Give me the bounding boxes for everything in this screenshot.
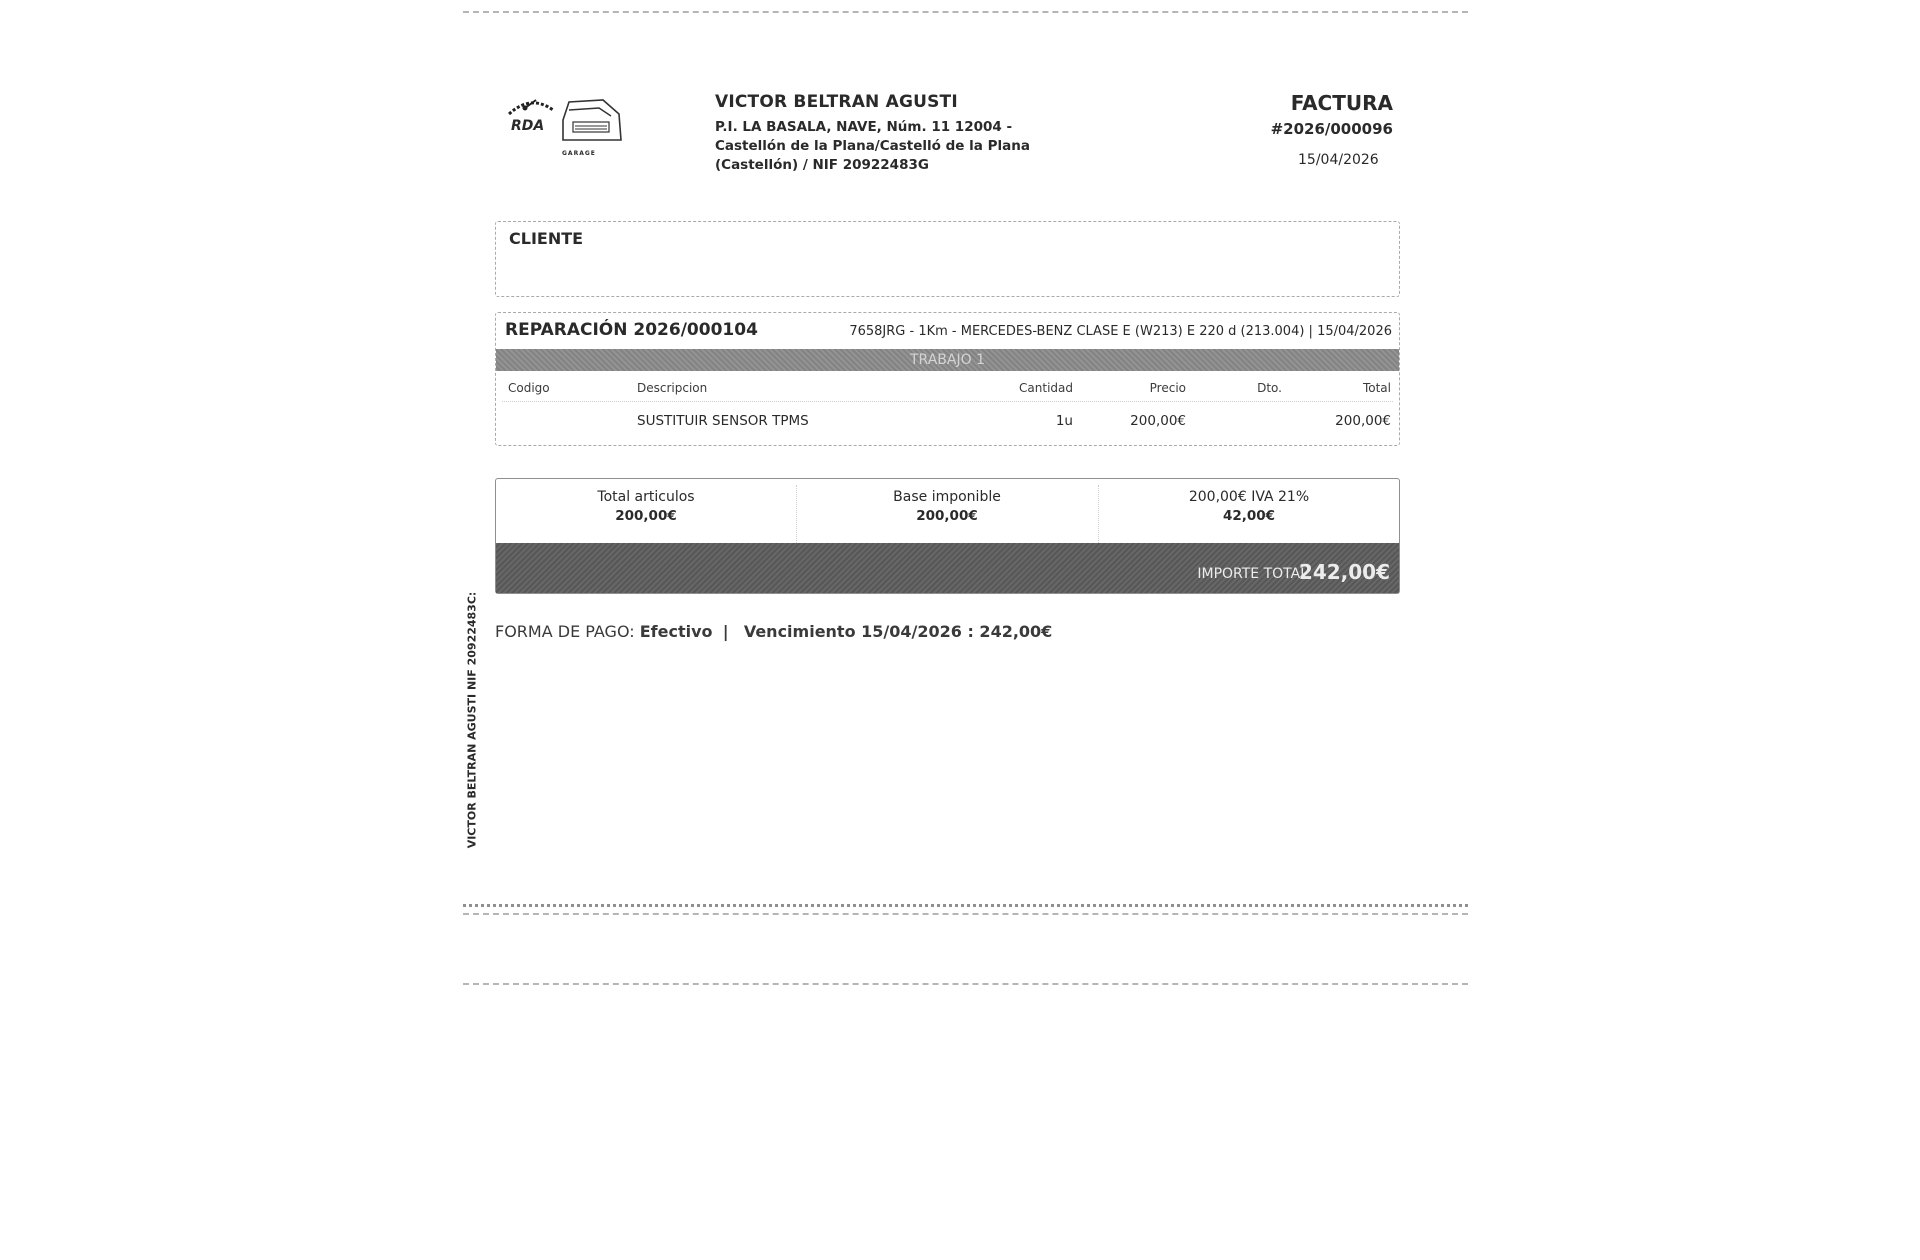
row-total: 200,00€ <box>1335 413 1391 429</box>
total-articles-value: 200,00€ <box>615 508 677 524</box>
header-divider <box>502 401 1393 402</box>
totals-box <box>495 478 1400 594</box>
scan-line-middle <box>463 904 1468 907</box>
total-articles-label: Total articulos <box>597 489 695 505</box>
tax-base-label: Base imponible <box>893 489 1001 505</box>
payment-label: FORMA DE PAGO: <box>495 622 635 641</box>
repair-box <box>495 312 1400 446</box>
repair-title: REPARACIÓN 2026/000104 <box>505 320 758 340</box>
client-box <box>495 221 1400 297</box>
column-header-cantidad: Cantidad <box>1019 381 1073 395</box>
work-section-bar: TRABAJO 1 <box>496 349 1399 371</box>
invoice-date: 15/04/2026 <box>1298 152 1379 168</box>
scan-line-middle-2 <box>463 913 1468 915</box>
row-precio: 200,00€ <box>1130 413 1186 429</box>
invoice-number: #2026/000096 <box>1270 120 1393 138</box>
total-articles <box>496 489 796 524</box>
column-header-dto: Dto. <box>1257 381 1282 395</box>
payment-method: Efectivo <box>639 622 713 641</box>
grand-total-label: IMPORTE TOTAL <box>1197 566 1308 582</box>
company-logo <box>503 90 628 160</box>
side-note: VICTOR BELTRAN AGUSTI NIF 20922483C: <box>465 591 479 849</box>
document-type: FACTURA <box>1290 91 1393 115</box>
column-header-precio: Precio <box>1149 381 1186 395</box>
tax-base-value: 200,00€ <box>916 508 978 524</box>
repair-vehicle-info: 7658JRG - 1Km - MERCEDES-BENZ CLASE E (W213) E 220 d (213.004) | 15/04/2026 <box>849 324 1392 339</box>
grand-total-value: 242,00€ <box>1298 560 1390 584</box>
iva-value: 42,00€ <box>1222 508 1276 524</box>
payment-info <box>495 622 1052 641</box>
logo-subtext: GARAGE <box>562 150 596 157</box>
column-header-codigo: Codigo <box>508 381 550 395</box>
logo-text: RDA <box>511 118 545 134</box>
payment-separator: | <box>722 622 729 641</box>
grand-total-bar <box>496 543 1399 593</box>
iva-label: 200,00€ IVA 21% <box>1188 489 1310 505</box>
company-name: VICTOR BELTRAN AGUSTI <box>715 92 958 112</box>
payment-due: Vencimiento 15/04/2026 : 242,00€ <box>743 622 1053 641</box>
row-descripcion: SUSTITUIR SENSOR TPMS <box>637 413 809 429</box>
scan-line-top <box>463 11 1468 13</box>
column-header-total: Total <box>1362 381 1391 395</box>
iva <box>1099 489 1399 524</box>
company-address: P.I. LA BASALA, NAVE, Núm. 11 12004 - Castellón de la Plana/Castelló de la Plana (Castellón) / NIF 20922483G <box>715 119 1030 173</box>
tax-base <box>797 489 1097 524</box>
scan-line-bottom <box>463 983 1468 985</box>
row-cantidad: 1u <box>1055 413 1073 429</box>
column-header-descripcion: Descripcion <box>637 381 708 395</box>
client-label: CLIENTE <box>509 229 584 248</box>
